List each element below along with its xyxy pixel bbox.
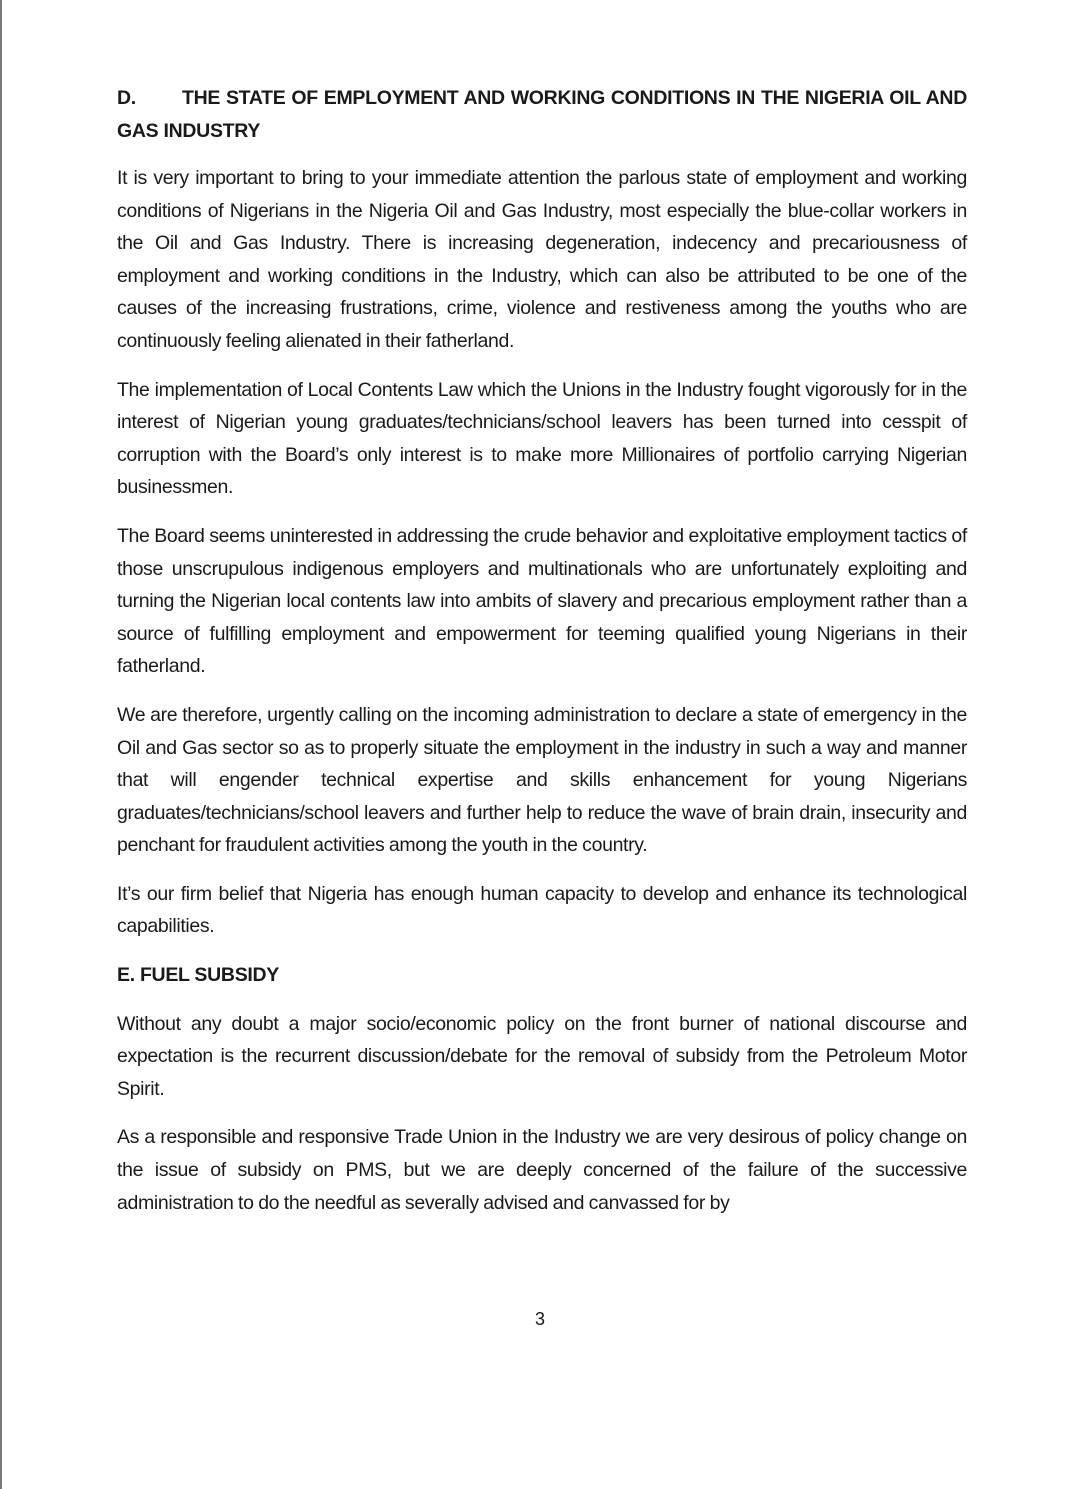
section-e-paragraph-1: Without any doubt a major socio/economic policy on the front burner of national discourse and expectation is the recurrent discussion/debate for the removal of subsidy from the Petroleum Motor Spirit. (117, 1012, 967, 1100)
page-edge-border (0, 0, 2, 1489)
section-d-label: D. (117, 87, 136, 109)
section-d-title: THE STATE OF EMPLOYMENT AND WORKING CONDITIONS IN THE NIGERIA OIL AND GAS INDUSTRY (117, 87, 967, 142)
section-e-heading: E. FUEL SUBSIDY (117, 964, 280, 987)
section-d-paragraph-4: We are therefore, urgently calling on the incoming administration to declare a state of emergency in the Oil and Gas sector so as to properly situate the employment in the industry in such a way and manner that will engender technical expertise and skills enhancement for young Nigerians graduates/technicians/school leavers and further help to reduce the wave of brain drain, insecurity and penchant for fraudulent activities among the youth in the country. (117, 703, 967, 857)
section-d-paragraph-1: It is very important to bring to your immediate attention the parlous state of employment and working conditions of Nigerians in the Nigeria Oil and Gas Industry, most especially the blue-collar workers in the Oil and Gas Industry. There is increasing degeneration, indecency and precariousness of employment and working conditions in the Industry, which can also be attributed to be one of the causes of the increasing frustrations, crime, violence and restiveness among the youths who are continuously feeling alienated in their fatherland. (117, 167, 967, 352)
document-page (117, 82, 967, 1219)
section-d-heading (117, 82, 967, 147)
section-e-paragraph-2: As a responsible and responsive Trade Union in the Industry we are very desirous of policy change on the issue of subsidy on PMS, but we are deeply concerned of the failure of the successive administration to do the needful as severally advised and canvassed for by (117, 1126, 967, 1214)
section-d-paragraph-2: The implementation of Local Contents Law which the Unions in the Industry fought vigorously for in the interest of Nigerian young graduates/technicians/school leavers has been turned into cesspit of corruption with the Board’s only interest is to make more Millionaires of portfolio carrying Nigerian businessmen. (117, 378, 967, 499)
section-d-paragraph-3: The Board seems uninterested in addressing the crude behavior and exploitative employment tactics of those unscrupulous indigenous employers and multinationals who are unfortunately exploiting and turning the Nigerian local contents law into ambits of slavery and precarious employment rather than a source of fulfilling employment and empowerment for teeming qualified young Nigerians in their fatherland. (117, 524, 967, 678)
section-d-paragraph-5: It’s our firm belief that Nigeria has enough human capacity to develop and enhance its technological capabilities. (117, 882, 967, 938)
page-number: 3 (534, 1309, 545, 1329)
